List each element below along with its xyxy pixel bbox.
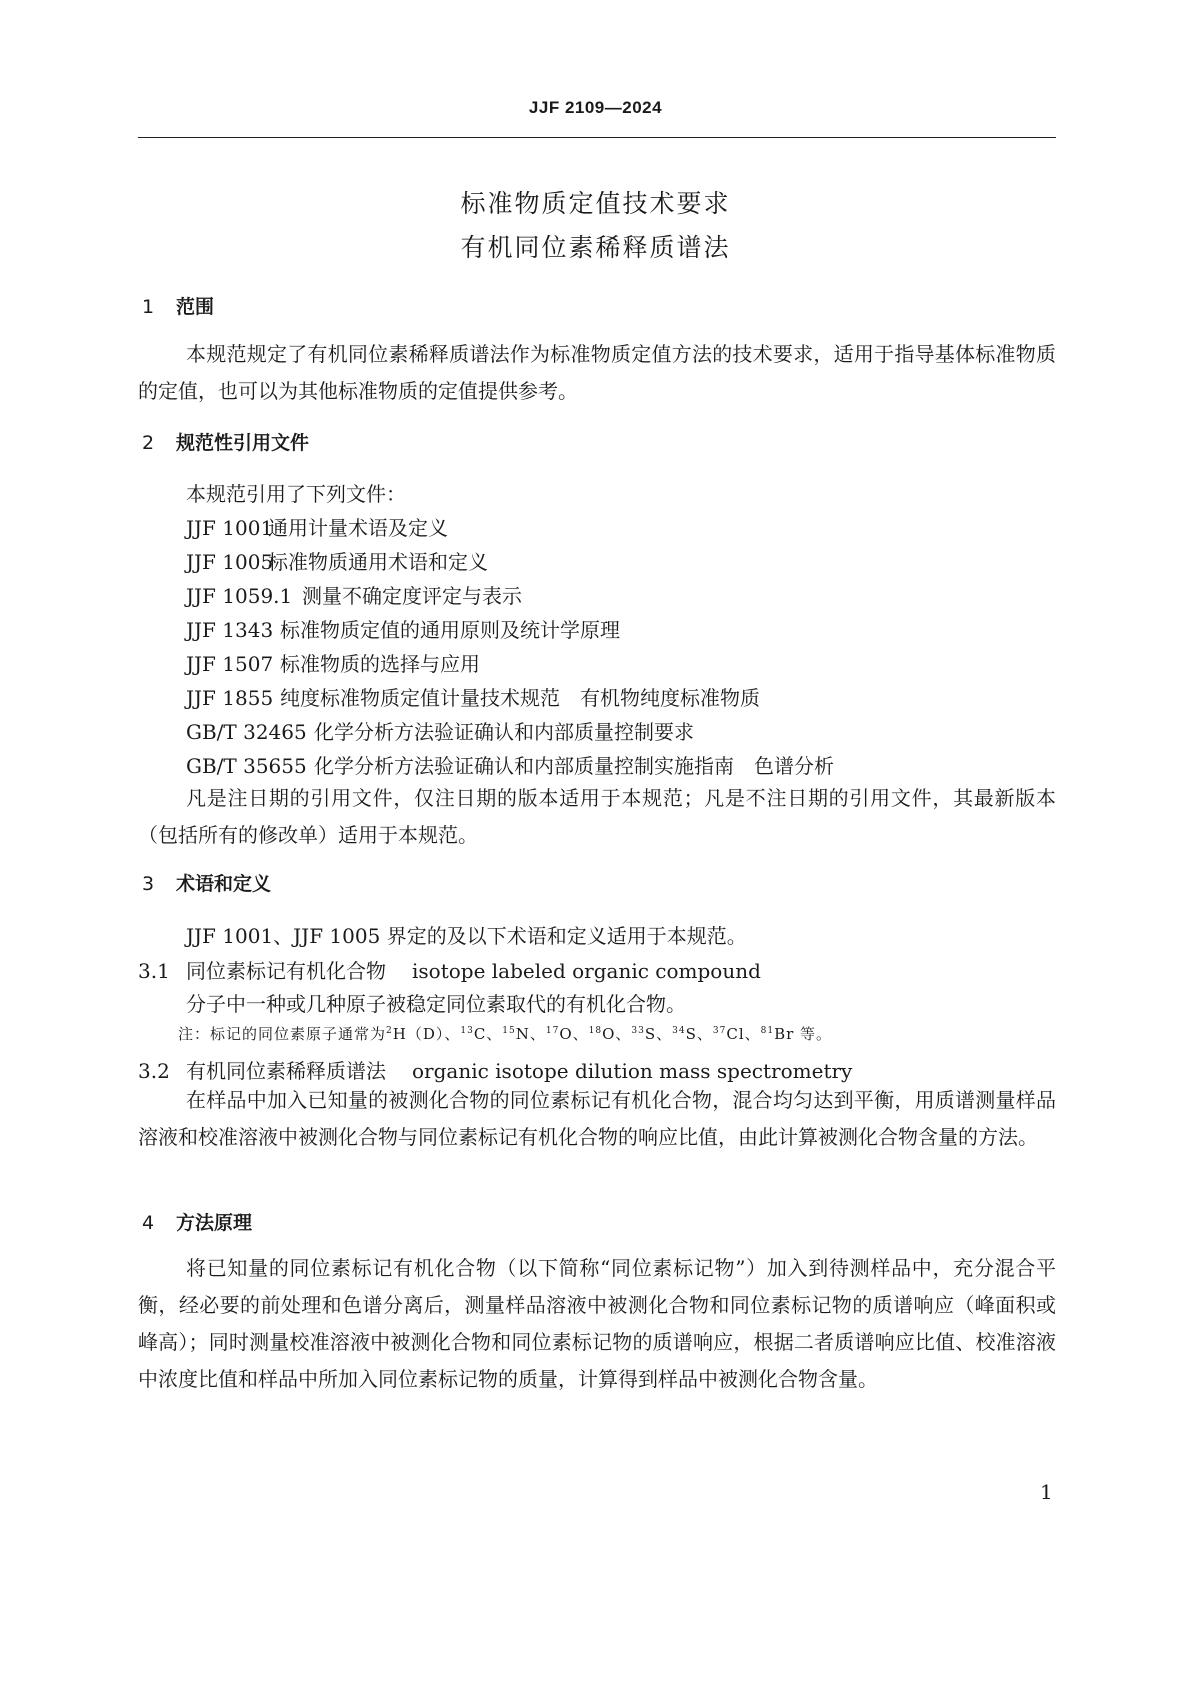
reference-item [186,682,760,711]
isotope-symbol: S、 [685,1025,713,1043]
isotope-symbol: O、 [602,1025,632,1043]
section-title: 范围 [176,296,215,318]
section-3-heading [142,869,271,896]
section-2-intro: 本规范引用了下列文件： [186,482,406,506]
reference-item [186,512,448,541]
reference-title: 化学分析方法验证确认和内部质量控制要求 [314,720,694,744]
isotope-mass: 18 [588,1026,603,1036]
reference-code: JJF 1005 [186,550,274,574]
reference-title: 纯度标准物质定值计量技术规范 有机物纯度标准物质 [280,686,760,710]
reference-title: 测量不确定度评定与表示 [302,584,522,608]
document-title-line2: 有机同位素稀释质谱法 [460,233,731,262]
section-number: 1 [142,296,155,318]
term-english: organic isotope dilution mass spectrometry [412,1059,853,1083]
section-number: 2 [142,432,155,454]
term-chinese: 有机同位素稀释质谱法 [186,1059,386,1083]
reference-item [186,750,834,779]
isotope-mass: 34 [672,1026,686,1036]
section-2-heading [142,428,309,455]
document-title-line1: 标准物质定值技术要求 [460,189,731,218]
reference-item [186,716,694,745]
reference-title: 标准物质定值的通用原则及统计学原理 [280,618,620,642]
isotope-mass: 81 [760,1026,775,1036]
note-prefix: 注：标记的同位素原子通常为 [178,1025,387,1043]
reference-title: 标准物质的选择与应用 [280,652,480,676]
isotope-mass: 17 [545,1026,560,1036]
page-number: 1 [1040,1480,1053,1504]
term-english: isotope labeled organic compound [412,959,761,983]
reference-item [186,546,488,575]
reference-code: JJF 1507 [186,652,274,676]
section-2-closing: 凡是注日期的引用文件，仅注日期的版本适用于本规范；凡是不注日期的引用文件，其最新版本（包括所有的修改单）适用于本规范。 [138,786,1056,847]
term-3-1 [138,955,761,984]
section-3-intro: JJF 1001、JJF 1005 界定的及以下术语和定义适用于本规范。 [186,924,747,948]
section-title: 术语和定义 [176,873,272,895]
reference-code: JJF 1059.1 [186,584,293,608]
term-3-1-note [178,1023,832,1044]
term-number: 3.1 [138,959,170,983]
reference-title: 化学分析方法验证确认和内部质量控制实施指南 色谱分析 [314,754,834,778]
isotope-symbol: Cl、 [726,1025,761,1043]
isotope-mass: 2 [386,1026,393,1036]
isotope-symbol: O、 [559,1025,589,1043]
section-4-heading [142,1208,252,1235]
term-chinese: 同位素标记有机化合物 [186,959,386,983]
section-title: 规范性引用文件 [176,432,310,454]
reference-title: 标准物质通用术语和定义 [268,550,488,574]
section-1-body: 本规范规定了有机同位素稀释质谱法作为标准物质定值方法的技术要求，适用于指导基体标准物质的定值，也可以为其他标准物质的定值提供参考。 [138,342,1056,403]
term-3-2-definition: 在样品中加入已知量的被测化合物的同位素标记有机化合物，混合均匀达到平衡，用质谱测量样品溶液和校准溶液中被测化合物与同位素标记有机化合物的响应比值，由此计算被测化合物含量的方法。 [138,1088,1056,1149]
reference-code: GB/T 35655 [186,754,307,778]
reference-item [186,580,522,609]
term-number: 3.2 [138,1059,170,1083]
isotope-symbol: H（D）、 [392,1025,461,1043]
isotope-symbol: N、 [515,1025,546,1043]
reference-code: JJF 1855 [186,686,274,710]
section-number: 4 [142,1212,155,1234]
standard-code: JJF 2109—2024 [528,98,663,117]
section-4-body: 将已知量的同位素标记有机化合物（以下简称“同位素标记物”）加入到待测样品中，充分混合平衡，经必要的前处理和色谱分离后，测量样品溶液中被测化合物和同位素标记物的质谱响应（峰面积或峰高）；同时测量校准溶液中被测化合物和同位素标记物的质谱响应，根据二者质谱响应比值、校准溶液中浓度比值和样品中所加入同位素标记物的质量，计算得到样品中被测化合物含量。 [138,1256,1056,1391]
section-title: 方法原理 [176,1212,253,1234]
reference-item [186,648,480,677]
reference-code: JJF 1001 [186,516,274,540]
term-3-2 [138,1055,852,1084]
header-rule [138,137,1056,138]
section-1-heading [142,292,214,319]
isotope-symbol: C、 [473,1025,503,1043]
isotope-symbol: Br 等。 [774,1025,833,1043]
isotope-mass: 37 [712,1026,727,1036]
isotope-mass: 15 [502,1026,516,1036]
reference-code: JJF 1343 [186,618,274,642]
term-3-1-definition: 分子中一种或几种原子被稳定同位素取代的有机化合物。 [186,992,686,1016]
isotope-mass: 13 [460,1026,474,1036]
section-number: 3 [142,873,155,895]
isotope-mass: 33 [631,1026,645,1036]
reference-title: 通用计量术语及定义 [268,516,448,540]
reference-item [186,614,620,643]
isotope-symbol: S、 [644,1025,673,1043]
reference-code: GB/T 32465 [186,720,307,744]
